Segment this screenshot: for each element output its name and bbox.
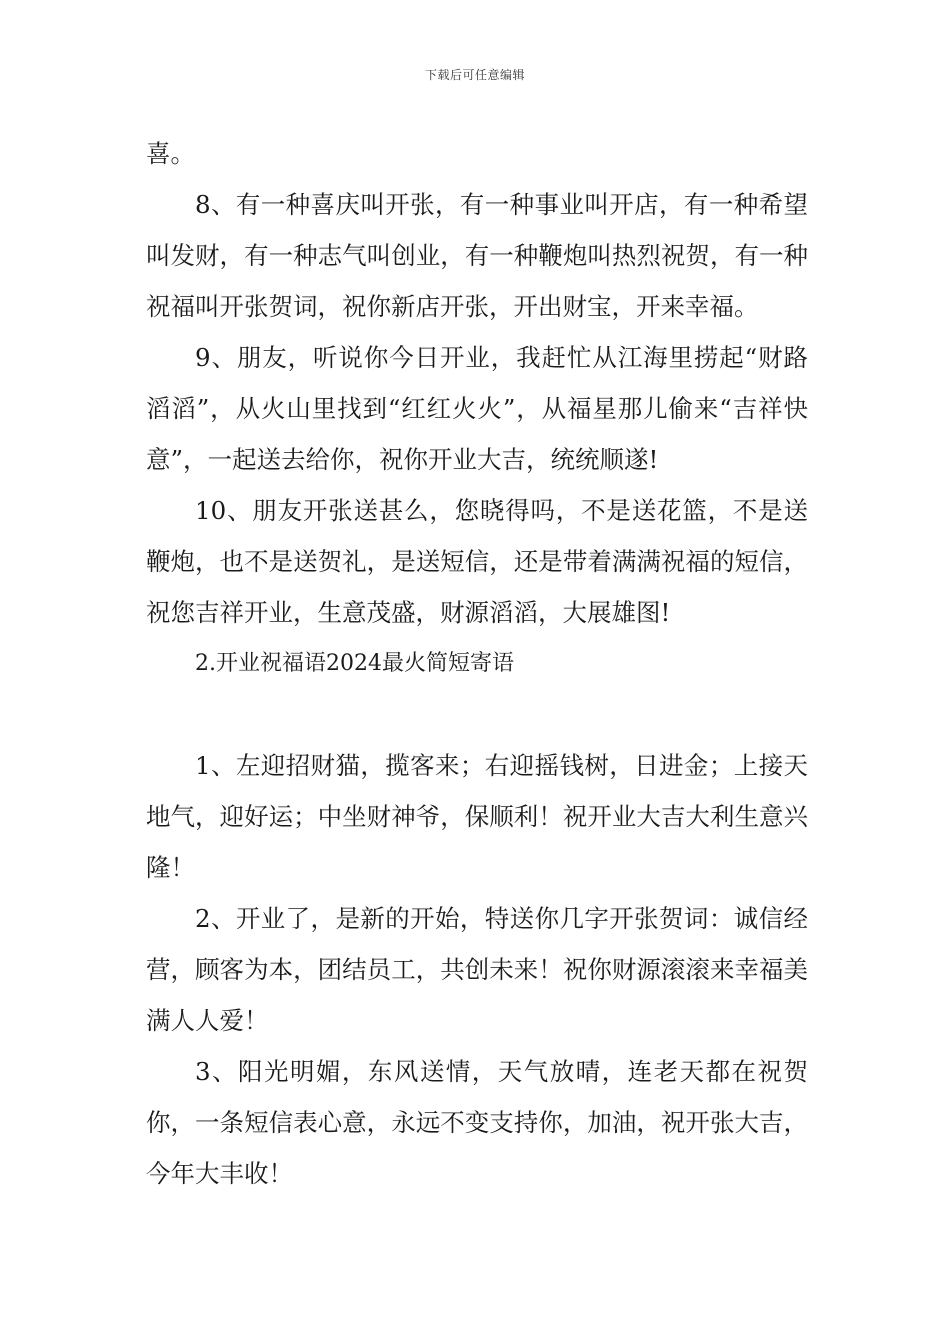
section-heading: 2.开业祝福语2024最火简短寄语 (195, 651, 514, 676)
paragraph-item-8: 8、有一种喜庆叫开张，有一种事业叫开店，有一种希望叫发财，有一种志气叫创业，有一种鞭炮叫热烈祝贺，有一种祝福叫开张贺词，祝你新店开张，开出财宝，开来幸福。 (146, 190, 808, 321)
paragraph-item-1: 1、左迎招财猫，揽客来；右迎摇钱树，日进金；上接天地气，迎好运；中坐财神爷，保顺利！祝开业大吉大利生意兴隆！ (146, 751, 808, 882)
document-body (146, 128, 808, 1199)
paragraph-item-2: 2、开业了，是新的开始，特送你几字开张贺词：诚信经营，顾客为本，团结员工，共创未来！祝你财源滚滚来幸福美满人人爱！ (146, 904, 808, 1035)
paragraph-continuation: 喜。 (146, 139, 195, 168)
paragraph-item-10: 10、朋友开张送甚么，您晓得吗，不是送花篮，不是送鞭炮，也不是送贺礼，是送短信，还是带着满满祝福的短信，祝您吉祥开业，生意茂盛，财源滔滔，大展雄图! (146, 496, 808, 627)
section-spacer (146, 689, 808, 740)
page-header: 下载后可任意编辑 (424, 68, 525, 82)
paragraph-item-9: 9、朋友，听说你今日开业，我赶忙从江海里捞起“财路滔滔”，从火山里找到“红红火火”，从福星那儿偷来“吉祥快意”，一起送去给你，祝你开业大吉，统统顺遂! (146, 343, 808, 474)
paragraph-item-3: 3、阳光明媚，东风送情，天气放晴，连老天都在祝贺你，一条短信表心意，永远不变支持你，加油，祝开张大吉，今年大丰收！ (146, 1057, 808, 1188)
